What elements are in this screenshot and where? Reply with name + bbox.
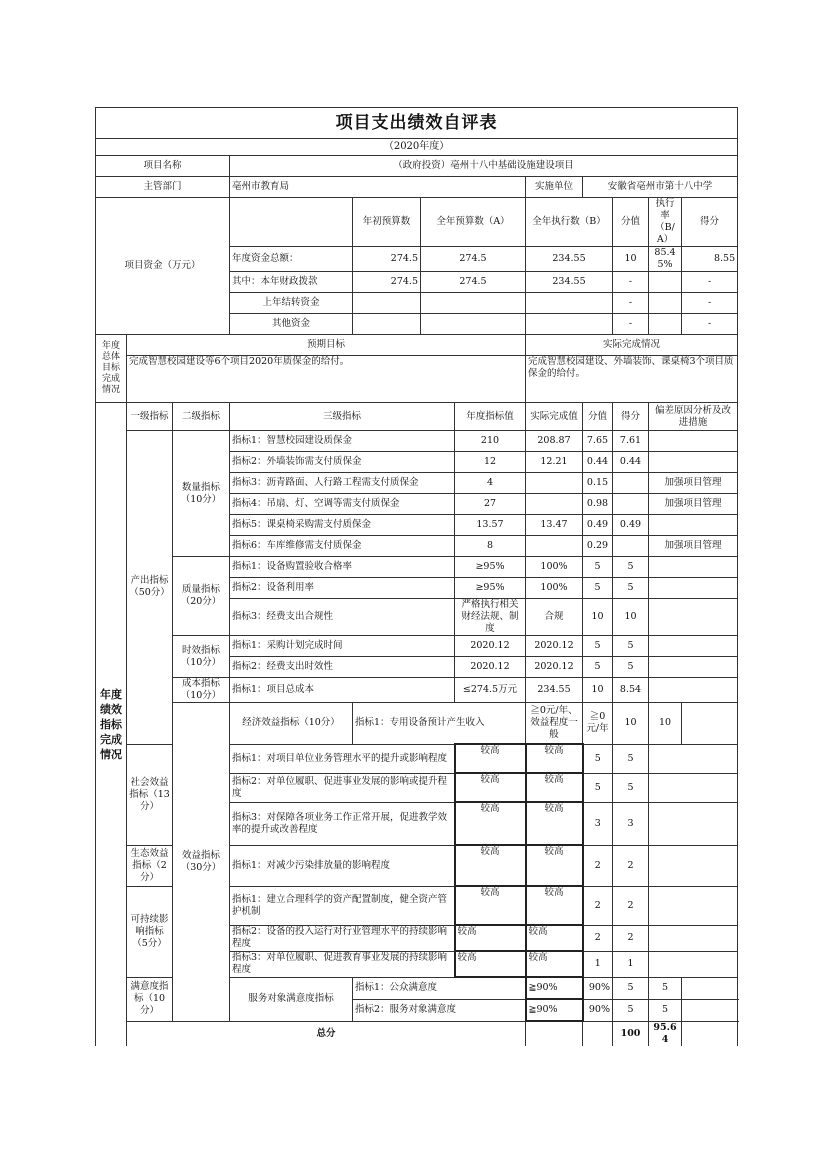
indicator-value: 5 <box>583 773 613 802</box>
indicator-value: 5 <box>583 557 613 578</box>
funds-exec <box>526 314 613 335</box>
indicator-note <box>682 977 738 999</box>
indicator-value: 5 <box>583 744 613 773</box>
dept-label: 主管部门 <box>96 177 230 198</box>
funds-annual <box>421 293 526 314</box>
indicator-note <box>649 773 738 802</box>
indicator-note <box>649 744 738 773</box>
indicator-target: ≧90% <box>526 999 583 1021</box>
indicator-note <box>649 802 738 845</box>
indicator-note <box>649 431 738 452</box>
funds-score: - <box>682 293 738 314</box>
perf-header: 二级指标 <box>173 403 230 431</box>
perf-side-label: 年度绩效指标完成情况 <box>96 403 127 1046</box>
indicator-actual: 2020.12 <box>526 636 583 657</box>
indicator-actual: 较高 <box>526 845 583 886</box>
quality-indicator-label: 质量指标（20分） <box>173 557 230 636</box>
indicator-note: 加强项目管理 <box>649 494 738 515</box>
indicator-target: 较高 <box>455 802 526 845</box>
indicator-target: ≥95% <box>455 578 526 599</box>
indicator-text: 指标1：公众满意度 <box>353 977 526 999</box>
indicator-score: 10 <box>649 703 682 745</box>
indicator-text: 指标1：设备购置验收合格率 <box>230 557 455 578</box>
indicator-note <box>649 951 738 977</box>
indicator-value: 5 <box>613 999 649 1021</box>
indicator-target: 严格执行相关财经法规、制度 <box>455 599 526 636</box>
indicator-value: 1 <box>583 951 613 977</box>
indicator-text: 指标3：对保障各项业务工作正常开展，促进教学效率的提升或改善程度 <box>230 802 455 845</box>
indicator-target: 较高 <box>455 951 526 977</box>
indicator-text: 指标1：采购计划完成时间 <box>230 636 455 657</box>
funds-annual: 274.5 <box>421 247 526 272</box>
indicator-actual: 较高 <box>526 802 583 845</box>
indicator-target: 13.57 <box>455 515 526 536</box>
indicator-text: 指标6：车库维修需支付质保金 <box>230 536 455 557</box>
indicator-target: 8 <box>455 536 526 557</box>
satisfaction-indicator-label: 满意度指标（10分） <box>127 977 173 1021</box>
funds-row-name: 其他资金 <box>230 314 353 335</box>
perf-header: 偏差原因分析及改进措施 <box>649 403 738 431</box>
evaluation-table <box>95 107 738 1046</box>
indicator-value: 5 <box>583 657 613 678</box>
indicator-value: 2 <box>583 845 613 886</box>
funds-exec <box>526 293 613 314</box>
indicator-target: 较高 <box>455 886 526 925</box>
indicator-score: 0.49 <box>613 515 649 536</box>
indicator-value: 2 <box>583 886 613 925</box>
indicator-actual: 较高 <box>526 773 583 802</box>
indicator-actual: 100% <box>526 557 583 578</box>
funds-annual: 274.5 <box>421 272 526 293</box>
project-name-value: （政府投资）亳州十八中基础设施建设项目 <box>230 156 738 177</box>
indicator-actual <box>526 473 583 494</box>
indicator-score: 2 <box>613 925 649 951</box>
goal-label: 年度总体目标完成情况 <box>96 335 127 403</box>
indicator-text: 指标1：智慧校园建设质保金 <box>230 431 455 452</box>
indicator-target: 4 <box>455 473 526 494</box>
timeliness-indicator-label: 时效指标（10分） <box>173 636 230 678</box>
indicator-note <box>649 599 738 636</box>
indicator-target: ≤274.5万元 <box>455 678 526 703</box>
indicator-text: 指标2：服务对象满意度 <box>353 999 526 1021</box>
indicator-text: 指标1：专用设备预计产生收入 <box>353 703 526 745</box>
dept-value: 亳州市教育局 <box>230 177 526 198</box>
funds-annual <box>421 314 526 335</box>
year-label: （2020年度） <box>96 139 738 156</box>
indicator-score: 5 <box>613 744 649 773</box>
funds-score: 8.55 <box>682 247 738 272</box>
indicator-text: 指标2：对单位履职、促进事业发展的影响或提升程度 <box>230 773 455 802</box>
indicator-value: 5 <box>613 977 649 999</box>
service-indicator-label: 服务对象满意度指标 <box>230 977 353 1021</box>
indicator-note <box>649 886 738 925</box>
indicator-target: 较高 <box>455 744 526 773</box>
funds-header: 得分 <box>682 198 738 247</box>
indicator-value: 5 <box>583 578 613 599</box>
indicator-target: ≥95% <box>455 557 526 578</box>
indicator-text: 指标3：对单位履职、促进教育事业发展的持续影响程度 <box>230 951 455 977</box>
indicator-actual: 13.47 <box>526 515 583 536</box>
indicator-score: 5 <box>613 636 649 657</box>
indicator-target: 较高 <box>455 925 526 951</box>
indicator-target: 2020.12 <box>455 636 526 657</box>
indicator-score: 5 <box>613 557 649 578</box>
indicator-target: 12 <box>455 452 526 473</box>
funds-header: 执行率（B/A） <box>649 198 682 247</box>
goal-expected-label: 预期目标 <box>127 335 526 356</box>
indicator-note <box>649 657 738 678</box>
indicator-value: 7.65 <box>583 431 613 452</box>
indicator-value: 0.29 <box>583 536 613 557</box>
indicator-actual: 90% <box>583 999 613 1021</box>
funds-score: - <box>682 272 738 293</box>
indicator-note <box>649 925 738 951</box>
funds-row-name: 其中：本年财政拨款 <box>230 272 353 293</box>
indicator-value: 0.44 <box>583 452 613 473</box>
perf-header: 实际完成值 <box>526 403 583 431</box>
indicator-score: 8.54 <box>613 678 649 703</box>
page-title: 项目支出绩效自评表 <box>96 108 738 139</box>
funds-row-name: 年度资金总额： <box>230 247 353 272</box>
indicator-value: 3 <box>583 802 613 845</box>
benefit-indicator-label: 效益指标（30分） <box>173 703 230 1022</box>
indicator-score: 5 <box>613 657 649 678</box>
indicator-score <box>613 536 649 557</box>
indicator-text: 指标1：对减少污染排放量的影响程度 <box>230 845 455 886</box>
indicator-score: 7.61 <box>613 431 649 452</box>
indicator-value: 10 <box>583 599 613 636</box>
indicator-target: 较高 <box>455 773 526 802</box>
indicator-text: 指标3：沥青路面、人行路工程需支付质保金 <box>230 473 455 494</box>
indicator-text: 指标3：经费支出合规性 <box>230 599 455 636</box>
indicator-note: 加强项目管理 <box>649 473 738 494</box>
cost-indicator-label: 成本指标（10分） <box>173 678 230 703</box>
indicator-score: 0.44 <box>613 452 649 473</box>
indicator-actual: 208.87 <box>526 431 583 452</box>
indicator-actual: ≧0元/年 <box>583 703 613 745</box>
indicator-actual: 234.55 <box>526 678 583 703</box>
indicator-target: 27 <box>455 494 526 515</box>
perf-header: 得分 <box>613 403 649 431</box>
perf-header: 三级指标 <box>230 403 455 431</box>
funds-init: 274.5 <box>353 272 421 293</box>
indicator-note <box>649 452 738 473</box>
indicator-actual: 2020.12 <box>526 657 583 678</box>
goal-actual-label: 实际完成情况 <box>526 335 738 356</box>
funds-header: 全年执行数（B） <box>526 198 613 247</box>
indicator-target: 较高 <box>455 845 526 886</box>
indicator-note <box>649 515 738 536</box>
indicator-score: 10 <box>613 599 649 636</box>
funds-header: 年初预算数 <box>353 198 421 247</box>
funds-rate <box>649 272 682 293</box>
funds-init <box>353 293 421 314</box>
quantity-indicator-label: 数量指标（10分） <box>173 431 230 557</box>
indicator-actual <box>526 494 583 515</box>
funds-init: 274.5 <box>353 247 421 272</box>
indicator-actual: 较高 <box>526 925 583 951</box>
indicator-note <box>682 703 738 745</box>
indicator-score: 5 <box>613 773 649 802</box>
indicator-target: ≧90% <box>526 977 583 999</box>
sustain-indicator-label: 可持续影响指标（5分） <box>127 886 173 977</box>
perf-header: 分值 <box>583 403 613 431</box>
indicator-text: 指标2：设备利用率 <box>230 578 455 599</box>
indicator-actual: 合规 <box>526 599 583 636</box>
funds-rate <box>649 293 682 314</box>
indicator-value: 0.49 <box>583 515 613 536</box>
funds-init <box>353 314 421 335</box>
indicator-score <box>613 494 649 515</box>
funds-exec: 234.55 <box>526 247 613 272</box>
indicator-value: 10 <box>583 678 613 703</box>
indicator-value: 5 <box>583 636 613 657</box>
indicator-note: 加强项目管理 <box>649 536 738 557</box>
indicator-score: 2 <box>613 886 649 925</box>
indicator-target: 210 <box>455 431 526 452</box>
indicator-actual: 较高 <box>526 744 583 773</box>
indicator-actual: 100% <box>526 578 583 599</box>
eco-indicator-label: 生态效益指标（2分） <box>127 845 173 886</box>
goal-actual: 完成智慧校园建设、外墙装饰、课桌椅3个项目质保金的给付。 <box>526 356 738 403</box>
indicator-score: 3 <box>613 802 649 845</box>
indicator-text: 指标2：外墙装饰需支付质保金 <box>230 452 455 473</box>
indicator-text: 指标5：课桌椅采购需支付质保金 <box>230 515 455 536</box>
indicator-target: ≧0元/年、效益程度一般 <box>526 703 583 745</box>
indicator-note <box>649 845 738 886</box>
funds-exec: 234.55 <box>526 272 613 293</box>
funds-score-value: - <box>613 293 649 314</box>
perf-header: 年度指标值 <box>455 403 526 431</box>
indicator-actual: 较高 <box>526 886 583 925</box>
funds-score: - <box>682 314 738 335</box>
impl-value: 安徽省亳州市第十八中学 <box>583 177 738 198</box>
total-label: 总分 <box>127 1021 526 1046</box>
funds-row-name: 上年结转资金 <box>230 293 353 314</box>
goal-expected: 完成智慧校园建设等6个项目2020年质保金的给付。 <box>127 356 526 403</box>
perf-header: 一级指标 <box>127 403 173 431</box>
funds-header: 全年预算数（A） <box>421 198 526 247</box>
economic-indicator-label: 经济效益指标（10分） <box>230 703 353 745</box>
indicator-value: 10 <box>613 703 649 745</box>
indicator-actual <box>526 536 583 557</box>
funds-score-value: - <box>613 314 649 335</box>
indicator-actual: 较高 <box>526 951 583 977</box>
output-indicator-label: 产出指标（50分） <box>127 431 173 745</box>
impl-label: 实施单位 <box>526 177 583 198</box>
indicator-actual: 90% <box>583 977 613 999</box>
indicator-note <box>649 557 738 578</box>
indicator-score <box>613 473 649 494</box>
total-value: 100 <box>613 1021 649 1046</box>
funds-label: 项目资金（万元） <box>96 198 230 335</box>
funds-rate <box>649 314 682 335</box>
indicator-value: 2 <box>583 925 613 951</box>
indicator-note <box>682 999 738 1021</box>
funds-header: 分值 <box>613 198 649 247</box>
funds-rate: 85.45% <box>649 247 682 272</box>
indicator-score: 1 <box>613 951 649 977</box>
indicator-score: 2 <box>613 845 649 886</box>
indicator-text: 指标2：设备的投入运行对行业管理水平的持续影响程度 <box>230 925 455 951</box>
indicator-target: 2020.12 <box>455 657 526 678</box>
indicator-note <box>649 636 738 657</box>
indicator-text: 指标4：吊扇、灯、空调等需支付质保金 <box>230 494 455 515</box>
indicator-value: 0.98 <box>583 494 613 515</box>
indicator-score: 5 <box>649 977 682 999</box>
indicator-score: 5 <box>613 578 649 599</box>
indicator-text: 指标1：对项目单位业务管理水平的提升或影响程度 <box>230 744 455 773</box>
indicator-actual: 12.21 <box>526 452 583 473</box>
indicator-score: 5 <box>649 999 682 1021</box>
total-score: 95.64 <box>649 1021 682 1046</box>
evaluation-sheet <box>95 107 737 1046</box>
funds-score-value: 10 <box>613 247 649 272</box>
social-indicator-label: 社会效益指标（13分） <box>127 744 173 845</box>
funds-score-value: - <box>613 272 649 293</box>
indicator-text: 指标1：项目总成本 <box>230 678 455 703</box>
project-name-label: 项目名称 <box>96 156 230 177</box>
indicator-value: 0.15 <box>583 473 613 494</box>
indicator-text: 指标2：经费支出时效性 <box>230 657 455 678</box>
indicator-note <box>649 678 738 703</box>
indicator-text: 指标1：建立合理科学的资产配置制度，健全资产管护机制 <box>230 886 455 925</box>
indicator-note <box>649 578 738 599</box>
